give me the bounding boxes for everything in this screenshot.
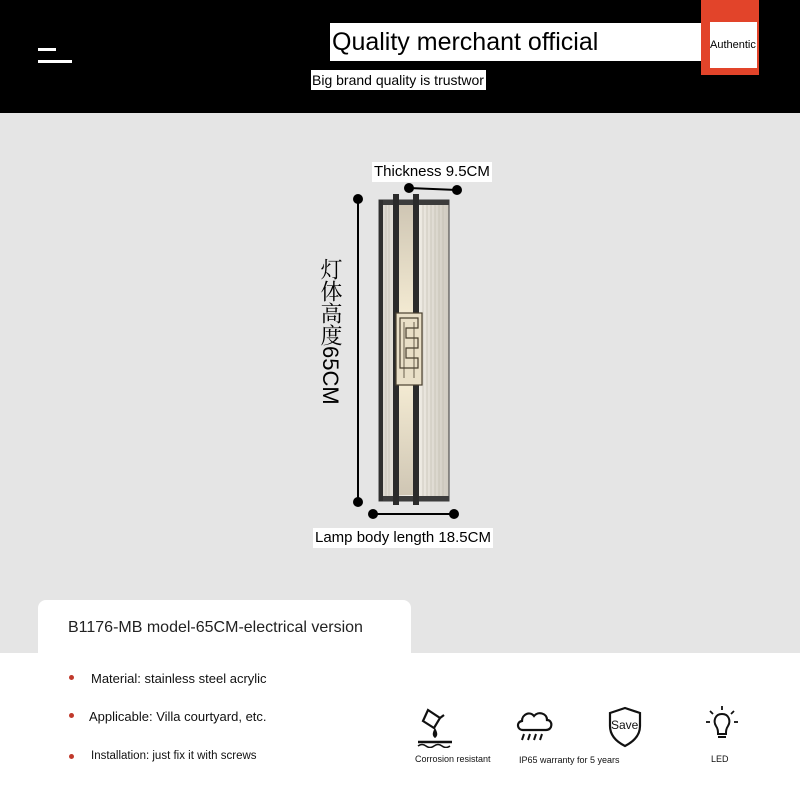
bullet-icon xyxy=(69,754,74,759)
shield-icon-text: Save xyxy=(611,718,639,732)
header xyxy=(0,0,800,113)
spec-applicable: Applicable: Villa courtyard, etc. xyxy=(89,709,267,724)
spec-installation: Installation: just fix it with screws xyxy=(91,750,257,762)
height-label: 灯体高度65CM xyxy=(318,258,343,405)
model-name: B1176-MB model-65CM-electrical version xyxy=(68,619,363,636)
length-dimension-line xyxy=(368,509,459,519)
lamp-body xyxy=(379,194,449,505)
length-label: Lamp body length 18.5CM xyxy=(315,529,491,546)
led-label: LED xyxy=(711,754,729,764)
bullet-icon xyxy=(69,713,74,718)
lightbulb-icon xyxy=(704,704,740,748)
spec-material: Material: stainless steel acrylic xyxy=(91,671,267,686)
authentic-badge xyxy=(701,0,759,75)
warranty-label: IP65 warranty for 5 years xyxy=(519,755,620,765)
height-dimension-line xyxy=(353,194,363,507)
bullet-icon xyxy=(69,675,74,680)
model-card xyxy=(38,600,411,662)
thickness-label: Thickness 9.5CM xyxy=(374,163,490,180)
thickness-dimension-line xyxy=(404,183,462,195)
rain-cloud-icon xyxy=(514,708,554,744)
page-title: Quality merchant official xyxy=(330,23,750,61)
menu-icon[interactable] xyxy=(38,48,72,66)
page-subtitle: Big brand quality is trustwor xyxy=(311,70,486,90)
corrosion-icon xyxy=(414,706,456,748)
authentic-badge-label: Authentic xyxy=(710,22,757,68)
corrosion-label: Corrosion resistant xyxy=(415,754,491,764)
